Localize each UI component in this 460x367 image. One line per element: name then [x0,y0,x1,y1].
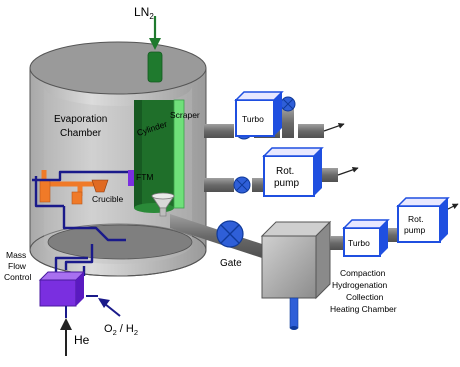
turbo-right-label: Turbo [348,238,370,248]
gate-label: Gate [220,258,242,269]
chamber-label-1: Compaction [340,268,386,278]
chamber-label-4: Heating Chamber [330,304,397,314]
evaporation-chamber-label-2: Chamber [60,128,102,139]
mfc-label-2: Flow [8,261,26,271]
he-inlet-arrow [60,318,72,356]
ftm-label: FTM [136,172,154,182]
rot-pump-right-label-1: Rot. [408,214,424,224]
ftm-sensor [128,170,134,186]
chamber-label-2: Hydrogenation [332,280,388,290]
mfc-label-3: Control [4,272,32,282]
cylinder-label: Cylinder [135,118,169,138]
o2h2-label: $O_2 / H_2$ [104,323,139,337]
ln2-label: $LN_2$ [134,5,154,21]
rot-pump-upper-label-2: pump [274,178,300,189]
o2h2-inlet-arrow [98,298,120,316]
rot-pump-upper-label-1: Rot. [276,166,295,177]
rot-pump-right-label-2: pump [404,225,426,235]
mass-flow-controller [40,272,98,318]
crucible-label: Crucible [92,194,124,204]
he-label: He [74,333,90,347]
mfc-label-1: Mass [6,250,27,260]
scraper-label: Scraper [170,110,200,120]
compaction-chamber [262,222,330,330]
turbo-upper-label: Turbo [242,114,264,124]
chamber-label-3: Collection [346,292,384,302]
evaporation-chamber-label-1: Evaporation [54,114,108,125]
